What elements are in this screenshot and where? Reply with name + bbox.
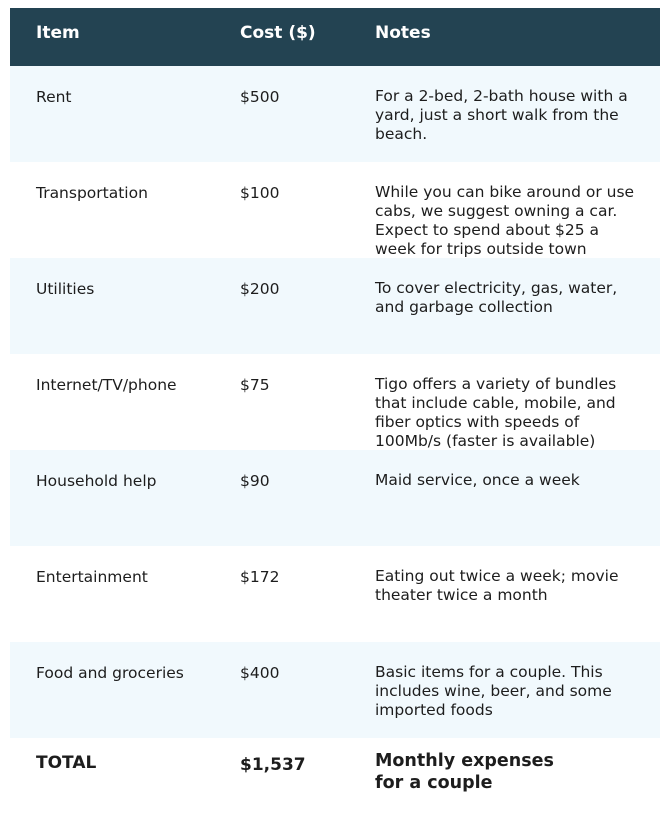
- row-notes: Tigo offers a variety of bundles that include cable, mobile, and fiber optics with speeds of 100Mb/s (faster is available): [375, 375, 617, 450]
- row-item: Transportation: [36, 184, 148, 202]
- row-cost: $100: [240, 184, 280, 202]
- header-cost: Cost ($): [240, 23, 316, 43]
- row-item: Internet/TV/phone: [36, 376, 177, 394]
- row-item: Utilities: [36, 280, 95, 298]
- row-cost: $75: [240, 376, 270, 394]
- table-row: [10, 450, 660, 546]
- header-item: Item: [36, 23, 80, 43]
- row-item: Household help: [36, 472, 157, 490]
- row-cost: $500: [240, 88, 280, 106]
- row-item: Entertainment: [36, 568, 148, 586]
- cost-of-living-table: [10, 8, 660, 800]
- row-notes: To cover electricity, gas, water, and garbage collection: [375, 279, 618, 316]
- row-cost: $90: [240, 472, 270, 490]
- row-notes: While you can bike around or use cabs, we suggest owning a car. Expect to spend about $25 a week for trips outside town: [375, 183, 635, 258]
- row-notes: Maid service, once a week: [375, 471, 580, 489]
- table-row: [10, 66, 660, 162]
- table-row: [10, 258, 660, 354]
- row-cost: $400: [240, 664, 280, 682]
- row-item: Rent: [36, 88, 72, 106]
- total-row: [10, 738, 660, 800]
- row-notes: Eating out twice a week; movie theater twice a month: [375, 567, 619, 604]
- total-label: TOTAL: [36, 753, 97, 773]
- total-notes: Monthly expenses for a couple: [375, 751, 554, 793]
- row-cost: $172: [240, 568, 280, 586]
- row-item: Food and groceries: [36, 664, 184, 682]
- row-notes: Basic items for a couple. This includes wine, beer, and some imported foods: [375, 663, 612, 719]
- table-row: [10, 546, 660, 642]
- table-row: [10, 162, 660, 258]
- row-notes: For a 2-bed, 2-bath house with a yard, just a short walk from the beach.: [375, 87, 628, 143]
- table-row: [10, 642, 660, 738]
- total-cost: $1,537: [240, 755, 306, 775]
- row-cost: $200: [240, 280, 280, 298]
- table-header: [10, 8, 660, 66]
- table-row: [10, 354, 660, 450]
- header-notes: Notes: [375, 23, 431, 43]
